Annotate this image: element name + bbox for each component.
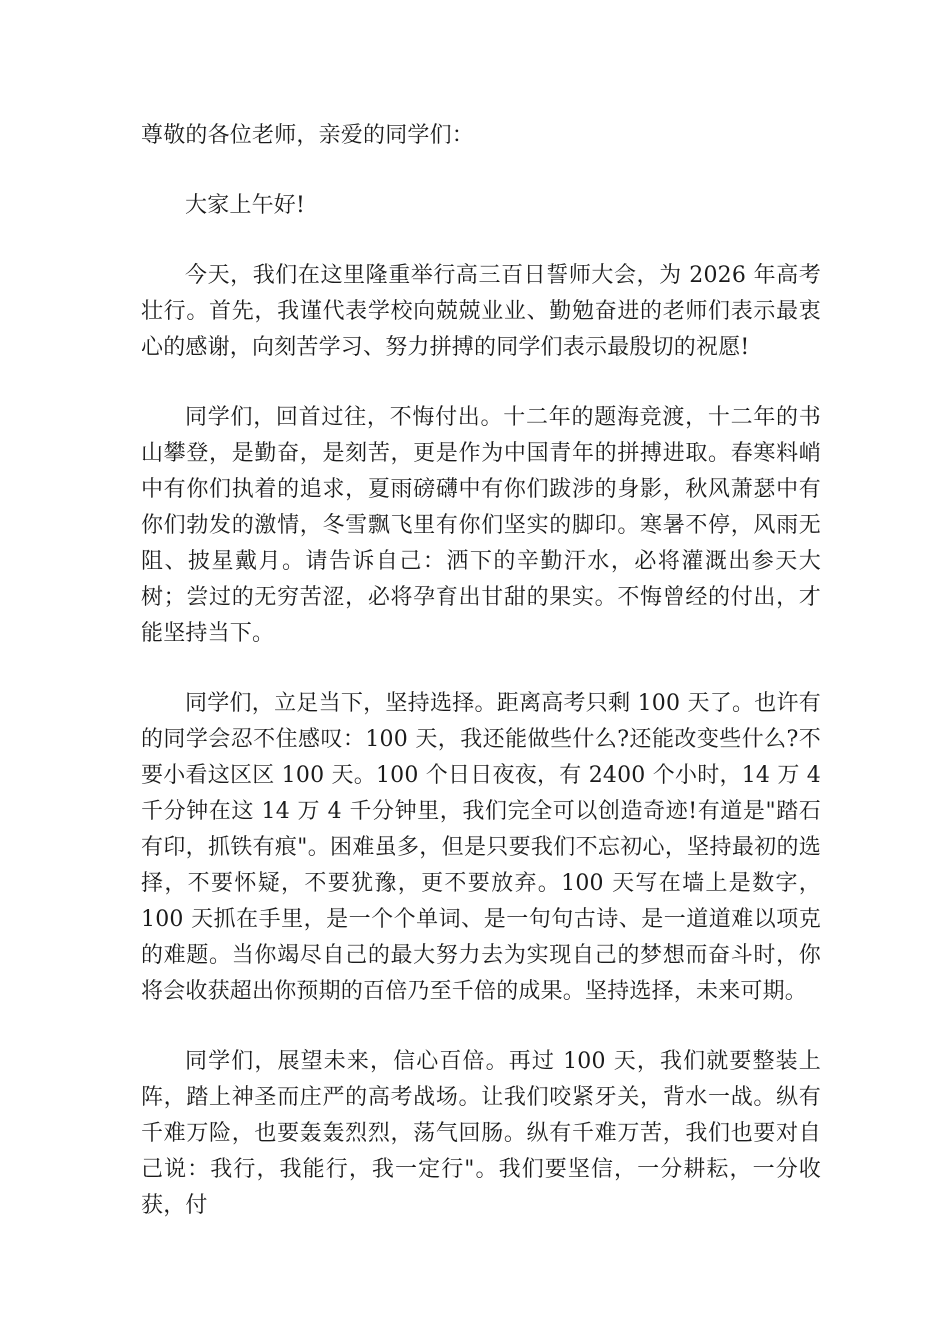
salutation: 尊敬的各位老师，亲爱的同学们： — [141, 123, 475, 148]
speech-body — [141, 118, 821, 1258]
future-paragraph: 同学们，展望未来，信心百倍。再过 100 天，我们就要整装上阵，踏上神圣而庄严的高考战场。让我们咬紧牙关，背水一战。纵有千难万险，也要轰轰烈烈，荡气回肠。纵有千难万苦，我们也要对自己说：我行，我能行，我一定行"。我们要坚信，一分耕耘，一分收获，付 — [141, 1049, 821, 1218]
present-paragraph: 同学们，立足当下，坚持选择。距离高考只剩 100 天了。也许有的同学会忍不住感叹：100 天，我还能做些什么?还能改变些什么?不要小看这区区 100 天。100 个日日夜夜，有 2400 个小时，14 万 4 千分钟在这 14 万 4 千分钟里，我们完全可以创造奇迹!有道是"踏石有印，抓铁有痕"。困难虽多，但是只要我们不忘初心，坚持最初的选择，不要怀疑，不要犹豫，更不要放弃。100 天写在墙上是数字，100 天抓在手里，是一个个单词、是一句句古诗、是一道道难以项克的难题。当你竭尽自己的最大努力去为实现自己的梦想而奋斗时，你将会收获超出你预期的百倍乃至千倍的成果。坚持选择，未来可期。 — [141, 691, 821, 1004]
opening-paragraph: 今天，我们在这里隆重举行高三百日誓师大会，为 2026 年高考壮行。首先，我谨代表学校向兢兢业业、勤勉奋进的老师们表示最衷心的感谢，向刻苦学习、努力拼搏的同学们表示最殷切的祝愿! — [141, 263, 821, 360]
greeting-paragraph: 大家上午好! — [185, 193, 306, 218]
past-paragraph: 同学们，回首过往，不悔付出。十二年的题海竞渡，十二年的书山攀登，是勤奋，是刻苦，更是作为中国青年的拼搏进取。春寒料峭中有你们执着的追求，夏雨磅礴中有你们跋涉的身影，秋风萧瑟中有你们勃发的激情，冬雪飘飞里有你们坚实的脚印。寒暑不停，风雨无阻、披星戴月。请告诉自己：洒下的辛勤汗水，必将灌溉出参天大树；尝过的无穷苦涩，必将孕育出甘甜的果实。不悔曾经的付出，才能坚持当下。 — [141, 405, 821, 646]
